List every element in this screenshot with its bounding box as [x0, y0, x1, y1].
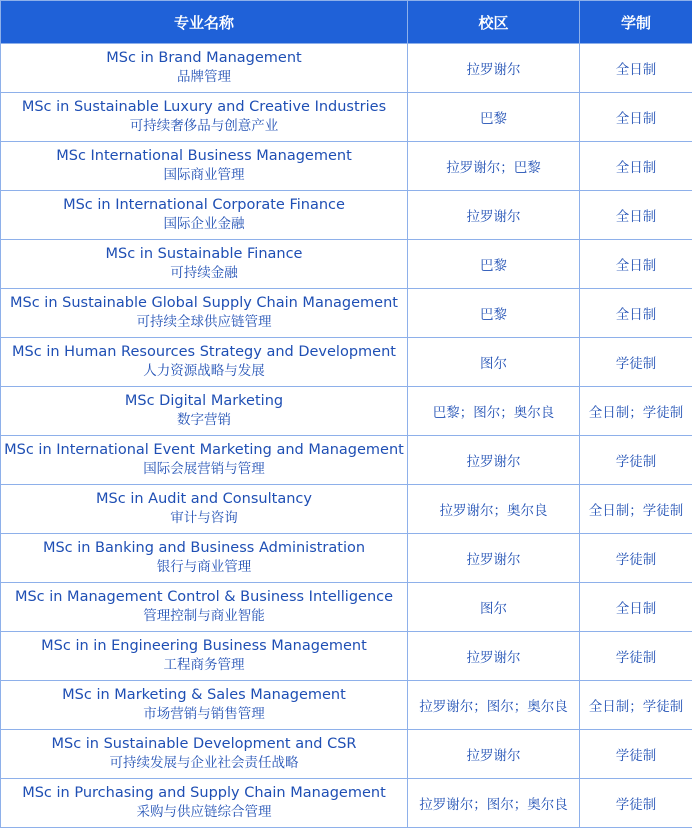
program-name-zh: 工程商务管理 [163, 657, 245, 673]
campus-text: 拉罗谢尔 [466, 748, 521, 764]
campus-cell [408, 387, 580, 436]
program-name-en: MSc in Sustainable Finance [105, 246, 303, 262]
program-name-zh: 银行与商业管理 [156, 559, 252, 575]
program-name-en: MSc in Purchasing and Supply Chain Management [22, 785, 386, 801]
campus-cell [408, 485, 580, 534]
program-name-zh: 人力资源战略与发展 [143, 363, 265, 379]
mode-cell [580, 681, 692, 730]
campus-cell [408, 240, 580, 289]
mode-text: 全日制；学徒制 [588, 503, 684, 519]
header-campus: 校区 [408, 1, 580, 44]
table-row [1, 289, 692, 338]
header-program: 专业名称 [1, 1, 408, 44]
mode-cell [580, 387, 692, 436]
mode-text: 学徒制 [615, 552, 657, 568]
program-name-zh: 可持续金融 [170, 265, 238, 281]
program-name-zh: 国际商业管理 [163, 167, 245, 183]
campus-text: 拉罗谢尔；巴黎 [446, 160, 541, 176]
program-name-en: MSc in Human Resources Strategy and Development [12, 344, 396, 360]
mode-cell [580, 289, 692, 338]
table-row [1, 338, 692, 387]
program-name-cell [1, 44, 408, 93]
campus-cell [408, 191, 580, 240]
mode-cell [580, 632, 692, 681]
program-name-cell [1, 240, 408, 289]
table-row [1, 583, 692, 632]
program-name-en: MSc in Banking and Business Administration [42, 540, 366, 556]
program-name-en: MSc in Sustainable Development and CSR [51, 736, 357, 752]
header-mode: 学制 [580, 1, 692, 44]
table-body [1, 44, 692, 828]
mode-cell [580, 44, 692, 93]
campus-cell [408, 44, 580, 93]
campus-text: 图尔 [480, 356, 507, 372]
program-name-zh: 品牌管理 [177, 69, 231, 85]
table-row [1, 730, 692, 779]
mode-cell [580, 583, 692, 632]
program-name-zh: 国际企业金融 [163, 216, 245, 232]
program-name-zh: 可持续全球供应链管理 [136, 314, 272, 330]
campus-text: 拉罗谢尔；图尔；奥尔良 [419, 797, 568, 813]
mode-text: 学徒制 [615, 356, 657, 372]
table-row [1, 93, 692, 142]
program-name-zh: 可持续发展与企业社会责任战略 [109, 755, 299, 771]
campus-text: 拉罗谢尔 [466, 62, 521, 78]
mode-text: 全日制 [615, 111, 657, 127]
table-header-row [1, 1, 692, 44]
program-name-en: MSc in Marketing & Sales Management [62, 687, 346, 703]
campus-cell [408, 632, 580, 681]
table-row [1, 485, 692, 534]
campus-cell [408, 534, 580, 583]
table-row [1, 191, 692, 240]
program-name-cell [1, 387, 408, 436]
mode-text: 全日制 [615, 62, 657, 78]
program-name-zh: 可持续奢侈品与创意产业 [129, 118, 279, 134]
table-row [1, 632, 692, 681]
mode-cell [580, 436, 692, 485]
program-name-cell [1, 730, 408, 779]
mode-text: 全日制 [615, 160, 657, 176]
program-name-cell [1, 436, 408, 485]
campus-text: 巴黎；图尔；奥尔良 [432, 405, 555, 421]
table-row [1, 436, 692, 485]
campus-text: 拉罗谢尔；奥尔良 [439, 503, 548, 519]
campus-text: 拉罗谢尔 [466, 552, 521, 568]
program-name-zh: 审计与咨询 [170, 510, 238, 526]
program-name-en: MSc in Sustainable Luxury and Creative Industries [21, 99, 387, 115]
program-name-zh: 采购与供应链综合管理 [136, 804, 272, 820]
table-row [1, 240, 692, 289]
program-name-cell [1, 289, 408, 338]
program-name-cell [1, 191, 408, 240]
program-name-zh: 国际会展营销与管理 [143, 461, 265, 477]
program-name-en: MSc in International Event Marketing and Management [4, 442, 404, 458]
campus-cell [408, 93, 580, 142]
mode-text: 学徒制 [615, 650, 657, 666]
mode-text: 全日制；学徒制 [588, 405, 684, 421]
program-name-en: MSc in Sustainable Global Supply Chain Management [10, 295, 398, 311]
table-row [1, 534, 692, 583]
table-row [1, 779, 692, 828]
mode-text: 学徒制 [615, 797, 657, 813]
mode-text: 学徒制 [615, 454, 657, 470]
campus-text: 拉罗谢尔 [466, 454, 521, 470]
mode-cell [580, 338, 692, 387]
campus-text: 巴黎 [480, 307, 507, 323]
mode-cell [580, 93, 692, 142]
campus-cell [408, 681, 580, 730]
mode-cell [580, 534, 692, 583]
mode-text: 全日制 [615, 307, 657, 323]
program-name-cell [1, 338, 408, 387]
table-row [1, 44, 692, 93]
table-row [1, 142, 692, 191]
program-name-zh: 市场营销与销售管理 [143, 706, 265, 722]
program-name-en: MSc in Brand Management [106, 50, 302, 66]
campus-text: 图尔 [480, 601, 507, 617]
program-name-en: MSc in Audit and Consultancy [96, 491, 312, 507]
program-name-en: MSc International Business Management [56, 148, 352, 164]
campus-cell [408, 779, 580, 828]
campus-cell [408, 730, 580, 779]
mode-cell [580, 142, 692, 191]
campus-cell [408, 289, 580, 338]
program-name-en: MSc Digital Marketing [124, 393, 284, 409]
program-name-cell [1, 93, 408, 142]
campus-cell [408, 583, 580, 632]
campus-cell [408, 436, 580, 485]
mode-text: 全日制 [615, 209, 657, 225]
campus-cell [408, 338, 580, 387]
mode-text: 全日制；学徒制 [588, 699, 684, 715]
program-name-cell [1, 779, 408, 828]
program-name-en: MSc in Management Control & Business Intelligence [14, 589, 394, 605]
mode-cell [580, 191, 692, 240]
program-name-cell [1, 142, 408, 191]
program-name-cell [1, 632, 408, 681]
mode-cell [580, 240, 692, 289]
mode-cell [580, 779, 692, 828]
program-name-zh: 管理控制与商业智能 [143, 608, 265, 624]
table-row [1, 681, 692, 730]
program-name-cell [1, 534, 408, 583]
program-name-en: MSc in International Corporate Finance [63, 197, 345, 213]
mode-text: 全日制 [615, 601, 657, 617]
program-name-zh: 数字营销 [177, 412, 231, 428]
program-name-cell [1, 583, 408, 632]
mode-text: 全日制 [615, 258, 657, 274]
mode-text: 学徒制 [615, 748, 657, 764]
campus-text: 巴黎 [480, 111, 507, 127]
table-row [1, 387, 692, 436]
campus-cell [408, 142, 580, 191]
mode-cell [580, 730, 692, 779]
program-name-en: MSc in in Engineering Business Management [41, 638, 367, 654]
campus-text: 巴黎 [480, 258, 507, 274]
campus-text: 拉罗谢尔 [466, 650, 521, 666]
campus-text: 拉罗谢尔；图尔；奥尔良 [419, 699, 568, 715]
mode-cell [580, 485, 692, 534]
program-name-cell [1, 485, 408, 534]
campus-text: 拉罗谢尔 [466, 209, 521, 225]
program-name-cell [1, 681, 408, 730]
